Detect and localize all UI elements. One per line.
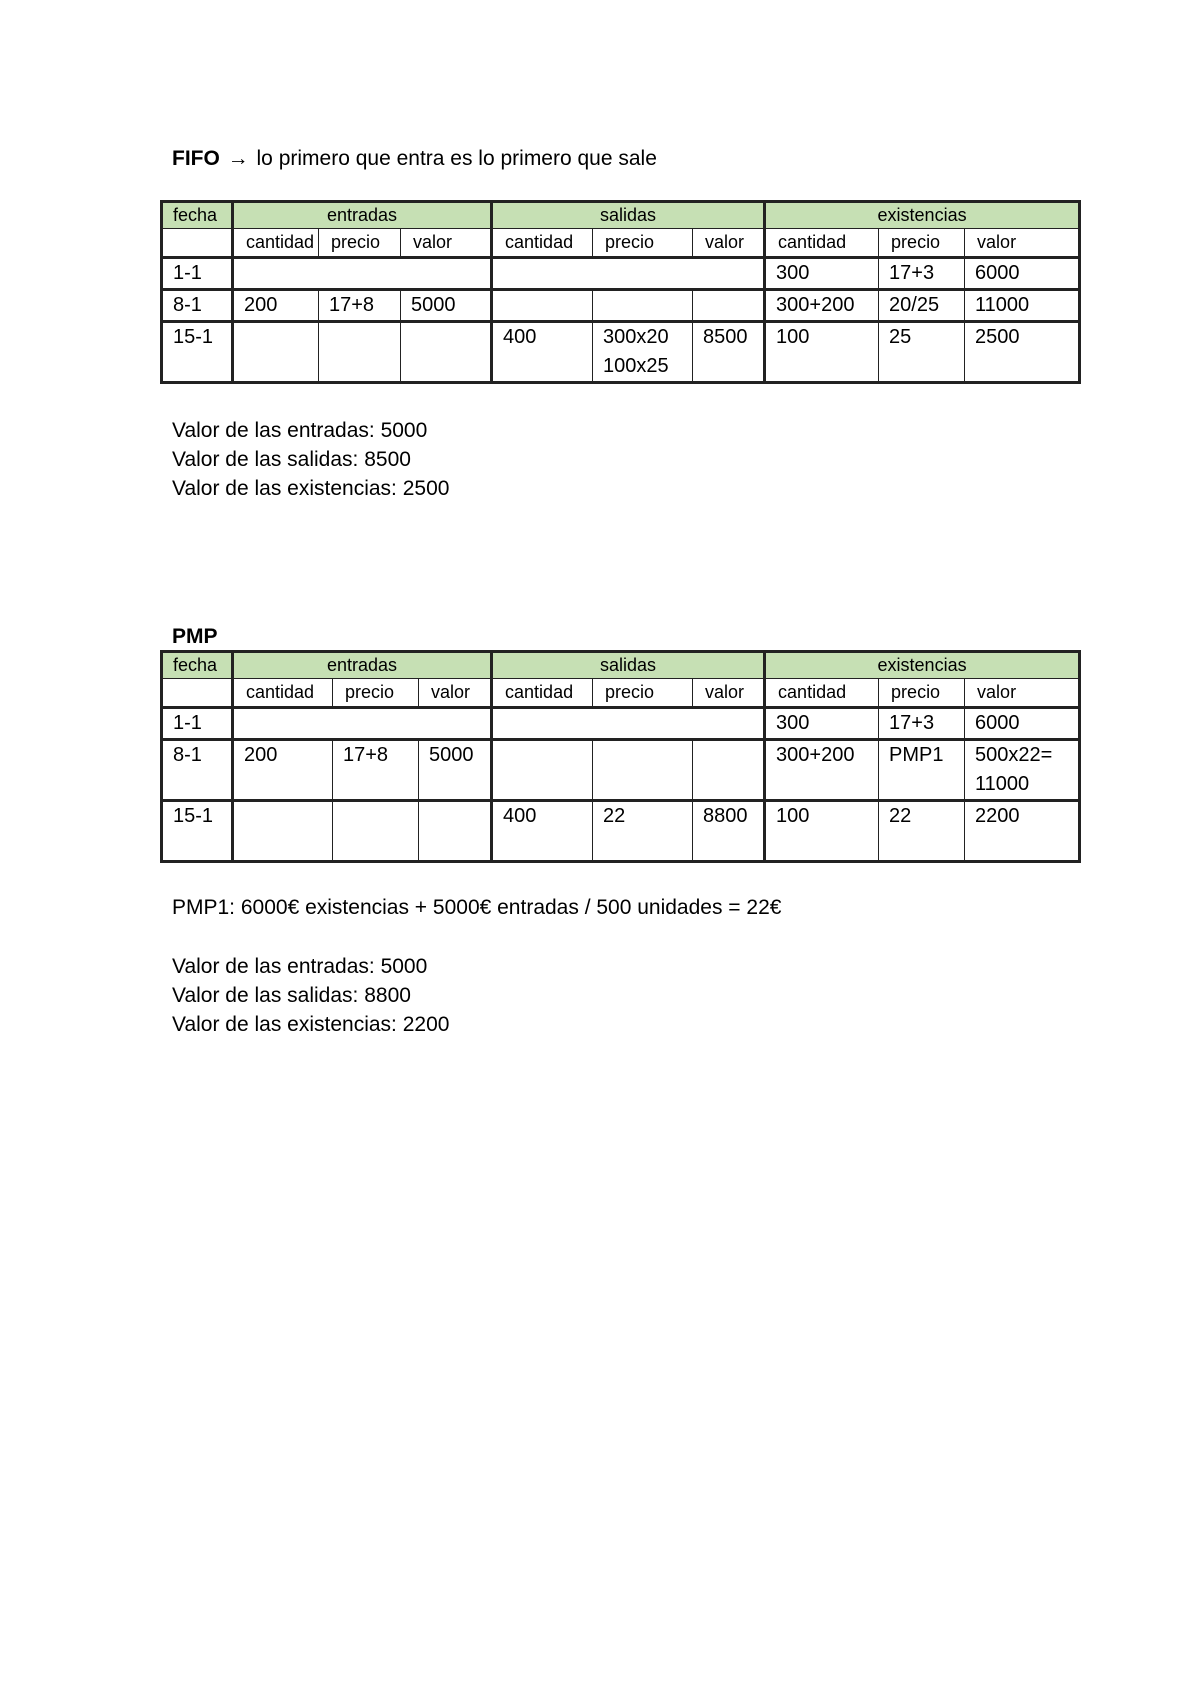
cell-fecha: 1-1	[162, 708, 233, 740]
cell-existencias-cantidad: 100	[765, 801, 879, 862]
cell-entradas-valor	[419, 801, 492, 862]
cell-existencias-valor: 6000	[965, 708, 1080, 740]
group-entradas: entradas	[233, 202, 492, 229]
sub-header-cell: precio	[333, 679, 419, 708]
cell-entradas-cantidad: 200	[233, 290, 319, 322]
cell-salidas-precio	[593, 290, 693, 322]
cell-entradas-precio	[319, 322, 401, 383]
cell-line: 500x22=	[975, 744, 1053, 766]
sub-header-cell: cantidad	[765, 229, 879, 258]
table-row	[162, 740, 1080, 801]
sub-header-cell: valor	[693, 679, 765, 708]
cell-salidas-empty	[492, 708, 765, 740]
cell-fecha: 8-1	[162, 290, 233, 322]
cell-salidas-precio	[593, 322, 693, 383]
cell-salidas-valor: 8800	[693, 801, 765, 862]
cell-salidas-valor: 8500	[693, 322, 765, 383]
table-row	[162, 708, 1080, 740]
cell-salidas-cantidad	[492, 740, 593, 801]
cell-entradas-valor	[401, 322, 492, 383]
sub-header-cell: cantidad	[765, 679, 879, 708]
sub-header-empty	[162, 229, 233, 258]
cell-fecha: 8-1	[162, 740, 233, 801]
col-fecha: fecha	[162, 202, 233, 229]
cell-entradas-precio: 17+8	[319, 290, 401, 322]
table-group-header	[162, 652, 1080, 679]
cell-salidas-cantidad: 400	[492, 322, 593, 383]
pmp-formula-note: PMP1: 6000€ existencias + 5000€ entradas / 500 unidades = 22€	[172, 896, 782, 919]
summary-line: Valor de las entradas: 5000	[172, 419, 428, 442]
fifo-summary	[172, 416, 449, 503]
cell-existencias-cantidad: 300	[765, 708, 879, 740]
table-row	[162, 322, 1080, 383]
cell-salidas-cantidad: 400	[492, 801, 593, 862]
cell-existencias-precio: 17+3	[879, 258, 965, 290]
sub-header-cell: precio	[879, 679, 965, 708]
col-fecha: fecha	[162, 652, 233, 679]
cell-salidas-precio	[593, 740, 693, 801]
group-entradas: entradas	[233, 652, 492, 679]
cell-fecha: 1-1	[162, 258, 233, 290]
cell-entradas-empty	[233, 708, 492, 740]
sub-header-cell: valor	[965, 679, 1080, 708]
cell-existencias-valor: 2200	[965, 801, 1080, 862]
fifo-title: FIFO	[172, 147, 220, 170]
table-row	[162, 290, 1080, 322]
cell-existencias-precio: PMP1	[879, 740, 965, 801]
cell-existencias-precio: 20/25	[879, 290, 965, 322]
arrow-right-icon: →	[227, 147, 249, 170]
cell-line: 300x20	[603, 326, 669, 348]
table-sub-header	[162, 679, 1080, 708]
sub-header-cell: precio	[593, 229, 693, 258]
group-existencias: existencias	[765, 202, 1080, 229]
cell-fecha: 15-1	[162, 801, 233, 862]
table-sub-header	[162, 229, 1080, 258]
pmp-heading	[172, 624, 218, 650]
fifo-description: lo primero que entra es lo primero que sale	[256, 147, 657, 170]
pmp-summary	[172, 952, 449, 1039]
group-salidas: salidas	[492, 652, 765, 679]
sub-header-cell: cantidad	[492, 229, 593, 258]
sub-header-cell: valor	[401, 229, 492, 258]
summary-line: Valor de las existencias: 2500	[172, 477, 450, 500]
cell-existencias-precio: 22	[879, 801, 965, 862]
cell-entradas-cantidad: 200	[233, 740, 333, 801]
cell-entradas-cantidad	[233, 801, 333, 862]
cell-existencias-valor	[965, 740, 1080, 801]
pmp-title: PMP	[172, 625, 218, 648]
cell-salidas-valor	[693, 290, 765, 322]
cell-entradas-valor: 5000	[419, 740, 492, 801]
cell-entradas-empty	[233, 258, 492, 290]
sub-header-empty	[162, 679, 233, 708]
sub-header-cell: cantidad	[233, 679, 333, 708]
sub-header-cell: valor	[419, 679, 492, 708]
summary-line: Valor de las entradas: 5000	[172, 955, 428, 978]
summary-line: Valor de las existencias: 2200	[172, 1013, 450, 1036]
cell-salidas-empty	[492, 258, 765, 290]
sub-header-cell: valor	[693, 229, 765, 258]
fifo-table	[160, 200, 1081, 384]
sub-header-cell: precio	[319, 229, 401, 258]
cell-existencias-precio: 25	[879, 322, 965, 383]
cell-entradas-precio	[333, 801, 419, 862]
cell-existencias-valor: 11000	[965, 290, 1080, 322]
cell-existencias-precio: 17+3	[879, 708, 965, 740]
cell-existencias-cantidad: 300+200	[765, 740, 879, 801]
table-group-header	[162, 202, 1080, 229]
cell-entradas-cantidad	[233, 322, 319, 383]
sub-header-cell: precio	[593, 679, 693, 708]
pmp-table	[160, 650, 1081, 863]
sub-header-cell: cantidad	[233, 229, 319, 258]
cell-line: 100x25	[603, 355, 669, 377]
sub-header-cell: cantidad	[492, 679, 593, 708]
sub-header-cell: valor	[965, 229, 1080, 258]
group-existencias: existencias	[765, 652, 1080, 679]
cell-existencias-valor: 2500	[965, 322, 1080, 383]
summary-line: Valor de las salidas: 8500	[172, 448, 411, 471]
table-row	[162, 801, 1080, 862]
cell-entradas-valor: 5000	[401, 290, 492, 322]
cell-salidas-cantidad	[492, 290, 593, 322]
cell-line: 11000	[975, 773, 1030, 795]
cell-existencias-cantidad: 100	[765, 322, 879, 383]
cell-existencias-cantidad: 300	[765, 258, 879, 290]
group-salidas: salidas	[492, 202, 765, 229]
cell-salidas-precio: 22	[593, 801, 693, 862]
cell-existencias-cantidad: 300+200	[765, 290, 879, 322]
cell-salidas-valor	[693, 740, 765, 801]
fifo-heading	[172, 146, 657, 172]
summary-line: Valor de las salidas: 8800	[172, 984, 411, 1007]
sub-header-cell: precio	[879, 229, 965, 258]
cell-entradas-precio: 17+8	[333, 740, 419, 801]
cell-fecha: 15-1	[162, 322, 233, 383]
cell-existencias-valor: 6000	[965, 258, 1080, 290]
table-row	[162, 258, 1080, 290]
